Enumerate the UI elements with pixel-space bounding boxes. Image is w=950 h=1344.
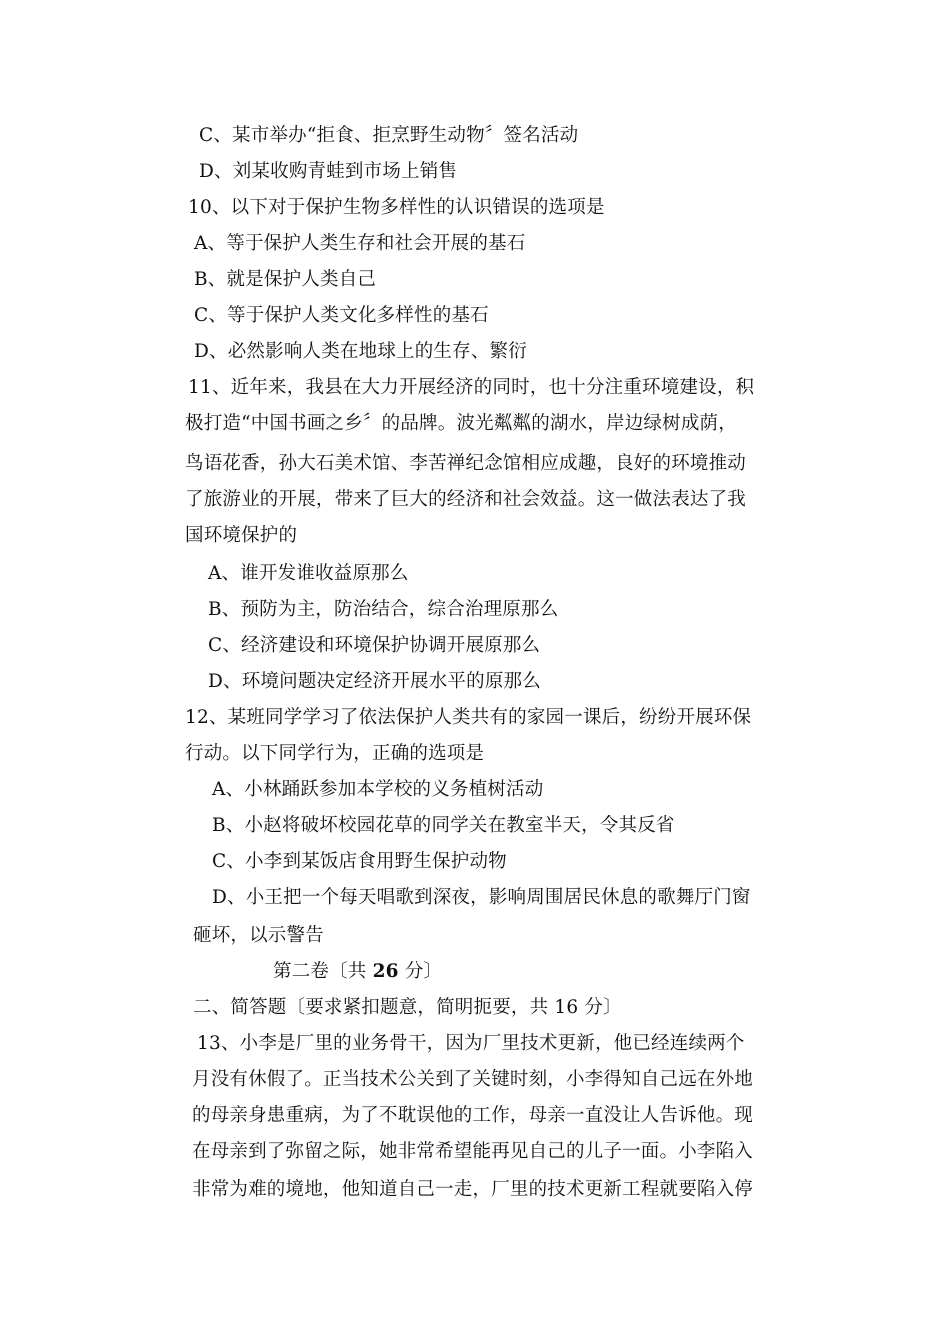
q12-option-b: B、小赵将破坏校园花草的同学关在教室半天，令其反省 <box>212 815 675 836</box>
q12-stem-line: 行动。以下同学行为，正确的选项是 <box>185 743 485 764</box>
part2-title-post: 分〕 <box>398 961 443 982</box>
part2-title <box>273 960 442 984</box>
section-heading: 二、简答题〔要求紧扣题意，简明扼要，共 16 分〕 <box>193 997 622 1018</box>
q12-option-d-line: D、小王把一个每天唱歌到深夜，影响周围居民休息的歌舞厅门窗 <box>212 887 751 908</box>
part2-title-score: 26 <box>372 961 399 982</box>
q11-option-b: B、预防为主，防治结合，综合治理原那么 <box>208 599 559 620</box>
q10-option-b: B、就是保护人类自己 <box>194 269 377 290</box>
q9-option-c: C、某市举办“拒食、拒烹野生动物〞签名活动 <box>199 125 579 146</box>
q11-stem-line: 鸟语花香，孙大石美术馆、李苦禅纪念馆相应成趣，良好的环境推动 <box>185 453 747 474</box>
q11-option-d: D、环境问题决定经济开展水平的原那么 <box>208 671 541 692</box>
q11-stem-line: 11、近年来，我县在大力开展经济的同时，也十分注重环境建设，积 <box>188 377 755 398</box>
q11-stem-line: 国环境保护的 <box>185 525 298 546</box>
q11-stem-line: 极打造“中国书画之乡〞的品牌。波光粼粼的湖水，岸边绿树成荫， <box>185 413 737 434</box>
q10-option-d: D、必然影响人类在地球上的生存、繁衍 <box>194 341 527 362</box>
q12-option-c: C、小李到某饭店食用野生保护动物 <box>212 851 507 872</box>
q13-line: 在母亲到了弥留之际，她非常希望能再见自己的儿子一面。小李陷入 <box>192 1141 754 1162</box>
q9-option-d: D、刘某收购青蛙到市场上销售 <box>199 161 458 182</box>
q10-option-a: A、等于保护人类生存和社会开展的基石 <box>194 233 526 254</box>
q13-line: 的母亲身患重病，为了不耽误他的工作，母亲一直没让人告诉他。现 <box>192 1105 754 1126</box>
part2-title-pre: 第二卷〔共 <box>273 961 373 982</box>
q13-line: 月没有休假了。正当技术公关到了关键时刻，小李得知自己远在外地 <box>192 1069 754 1090</box>
q12-option-a: A、小林踊跃参加本学校的义务植树活动 <box>212 779 544 800</box>
q11-stem-line: 了旅游业的开展，带来了巨大的经济和社会效益。这一做法表达了我 <box>185 489 747 510</box>
q11-option-c: C、经济建设和环境保护协调开展原那么 <box>208 635 541 656</box>
q13-line: 非常为难的境地，他知道自己一走，厂里的技术更新工程就要陷入停 <box>192 1179 754 1200</box>
q10-option-c: C、等于保护人类文化多样性的基石 <box>194 305 489 326</box>
q10-stem: 10、以下对于保护生物多样性的认识错误的选项是 <box>188 197 605 218</box>
q12-option-d-line: 砸坏，以示警告 <box>193 925 324 946</box>
q13-line: 13、小李是厂里的业务骨干，因为厂里技术更新，他已经连续两个 <box>197 1033 745 1054</box>
q12-stem-line: 12、某班同学学习了依法保护人类共有的家园一课后，纷纷开展环保 <box>185 707 752 728</box>
q11-option-a: A、谁开发谁收益原那么 <box>208 563 409 584</box>
